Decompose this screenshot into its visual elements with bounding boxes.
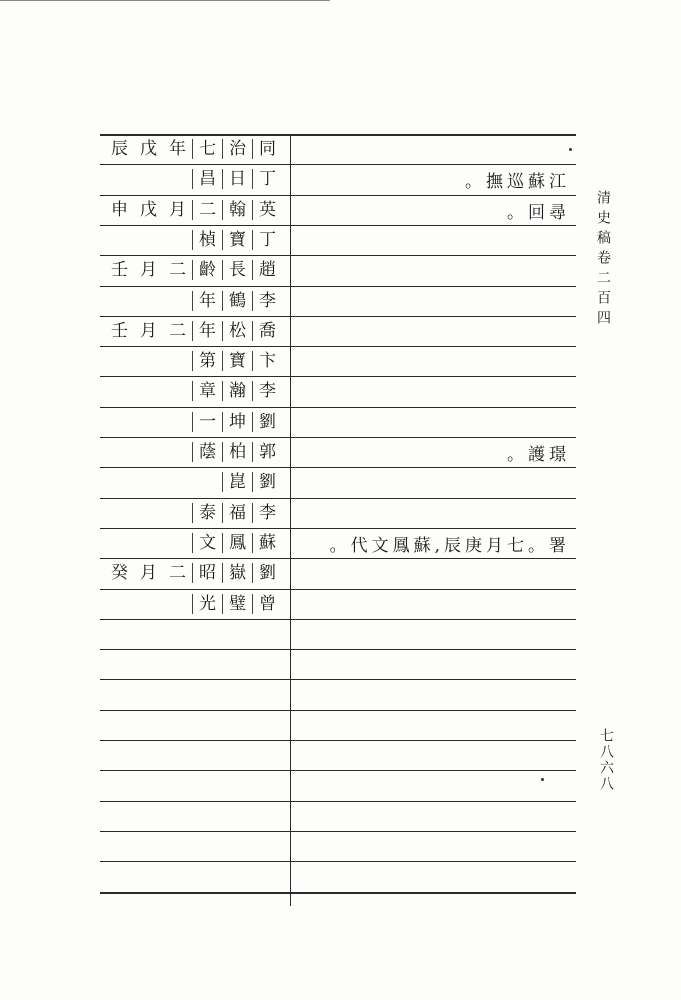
name-character: 寶 xyxy=(222,230,252,250)
note-text: 。撫巡蘇江 xyxy=(465,171,570,192)
name-character: 戊 xyxy=(140,139,157,159)
name-character: 泰 xyxy=(192,503,222,523)
name-row xyxy=(100,195,290,225)
name-character: 文 xyxy=(192,533,222,553)
ink-dot xyxy=(541,778,544,781)
ink-dot xyxy=(569,148,572,151)
name-character: 劉 xyxy=(252,412,282,432)
name-character: 丁 xyxy=(252,169,282,189)
note-row xyxy=(300,528,576,558)
name-character: 二 xyxy=(169,260,186,280)
name-character: 年 xyxy=(192,321,222,341)
name-row xyxy=(100,437,290,467)
row-rule xyxy=(100,770,576,771)
row-rule xyxy=(100,801,576,802)
name-character: 昌 xyxy=(192,169,222,189)
name-row xyxy=(100,467,290,497)
name-character: 蔭 xyxy=(192,442,222,462)
name-character: 二 xyxy=(169,563,186,583)
row-rule xyxy=(100,710,576,711)
name-character: 柏 xyxy=(222,442,252,462)
name-character: 壬 xyxy=(111,260,128,280)
name-character: 喬 xyxy=(252,321,282,341)
name-character: 曾 xyxy=(252,594,282,614)
name-character: 月 xyxy=(169,200,186,220)
book-title: 清史稿卷二百四 xyxy=(595,190,611,330)
name-row xyxy=(100,589,290,619)
row-rule xyxy=(100,740,576,741)
name-character: 年 xyxy=(169,139,186,159)
row-rule xyxy=(100,619,576,620)
name-character: 癸 xyxy=(111,563,128,583)
name-character: 翰 xyxy=(222,200,252,220)
name-character: 李 xyxy=(252,503,282,523)
row-rule xyxy=(100,831,576,832)
row-rule xyxy=(100,892,576,894)
name-character: 長 xyxy=(222,260,252,280)
name-row xyxy=(100,407,290,437)
name-character: 年 xyxy=(192,291,222,311)
name-character: 日 xyxy=(222,169,252,189)
note-text: 。護璟 xyxy=(507,444,570,465)
name-row xyxy=(100,346,290,376)
name-character: 蘇 xyxy=(252,533,282,553)
name-row xyxy=(100,376,290,406)
name-row xyxy=(100,225,290,255)
name-character: 崑 xyxy=(222,472,252,492)
name-character: 松 xyxy=(222,321,252,341)
row-rule xyxy=(100,861,576,862)
name-row xyxy=(100,286,290,316)
name-character: 二 xyxy=(192,200,222,220)
name-character: 寶 xyxy=(222,351,252,371)
name-character: 齡 xyxy=(192,260,222,280)
name-character: 楨 xyxy=(192,230,222,250)
name-character: 郭 xyxy=(252,442,282,462)
name-character: 一 xyxy=(192,412,222,432)
name-character: 章 xyxy=(192,381,222,401)
name-character: 嶽 xyxy=(222,563,252,583)
name-character: 坤 xyxy=(222,412,252,432)
name-character: 同 xyxy=(252,139,282,159)
name-character: 治 xyxy=(222,139,252,159)
name-character: 鳳 xyxy=(222,533,252,553)
name-character: 第 xyxy=(192,351,222,371)
page-number: 七八六八 xyxy=(598,728,614,792)
name-character: 劉 xyxy=(252,563,282,583)
name-character: 璧 xyxy=(222,594,252,614)
name-character: 瀚 xyxy=(222,381,252,401)
name-character: 李 xyxy=(252,291,282,311)
name-row xyxy=(100,316,290,346)
name-character: 趙 xyxy=(252,260,282,280)
name-character: 卞 xyxy=(252,351,282,371)
name-row xyxy=(100,558,290,588)
name-character: 壬 xyxy=(111,321,128,341)
top-edge-line xyxy=(0,0,330,1)
note-text: 。回尋 xyxy=(507,202,570,223)
name-row xyxy=(100,164,290,194)
name-row xyxy=(100,255,290,285)
note-row xyxy=(300,437,576,467)
name-row xyxy=(100,528,290,558)
name-character: 申 xyxy=(111,200,128,220)
name-character: 光 xyxy=(192,594,222,614)
name-character: 李 xyxy=(252,381,282,401)
row-rule xyxy=(100,649,576,650)
name-character: 月 xyxy=(140,321,157,341)
name-character: 七 xyxy=(192,139,222,159)
row-rule xyxy=(100,679,576,680)
name-character: 劉 xyxy=(252,472,282,492)
name-character: 戊 xyxy=(140,200,157,220)
note-text: 。代文鳳蘇,辰庚月七。署 xyxy=(329,535,570,556)
name-character: 福 xyxy=(222,503,252,523)
name-character: 英 xyxy=(252,200,282,220)
name-character: 二 xyxy=(169,321,186,341)
column-divider xyxy=(290,134,291,906)
name-character: 月 xyxy=(140,563,157,583)
name-character: 丁 xyxy=(252,230,282,250)
name-row xyxy=(100,134,290,164)
name-character: 辰 xyxy=(111,139,128,159)
name-character: 鶴 xyxy=(222,291,252,311)
name-character: 昭 xyxy=(192,563,222,583)
name-row xyxy=(100,498,290,528)
note-row xyxy=(300,195,576,225)
name-character: 月 xyxy=(140,260,157,280)
note-row xyxy=(300,164,576,194)
